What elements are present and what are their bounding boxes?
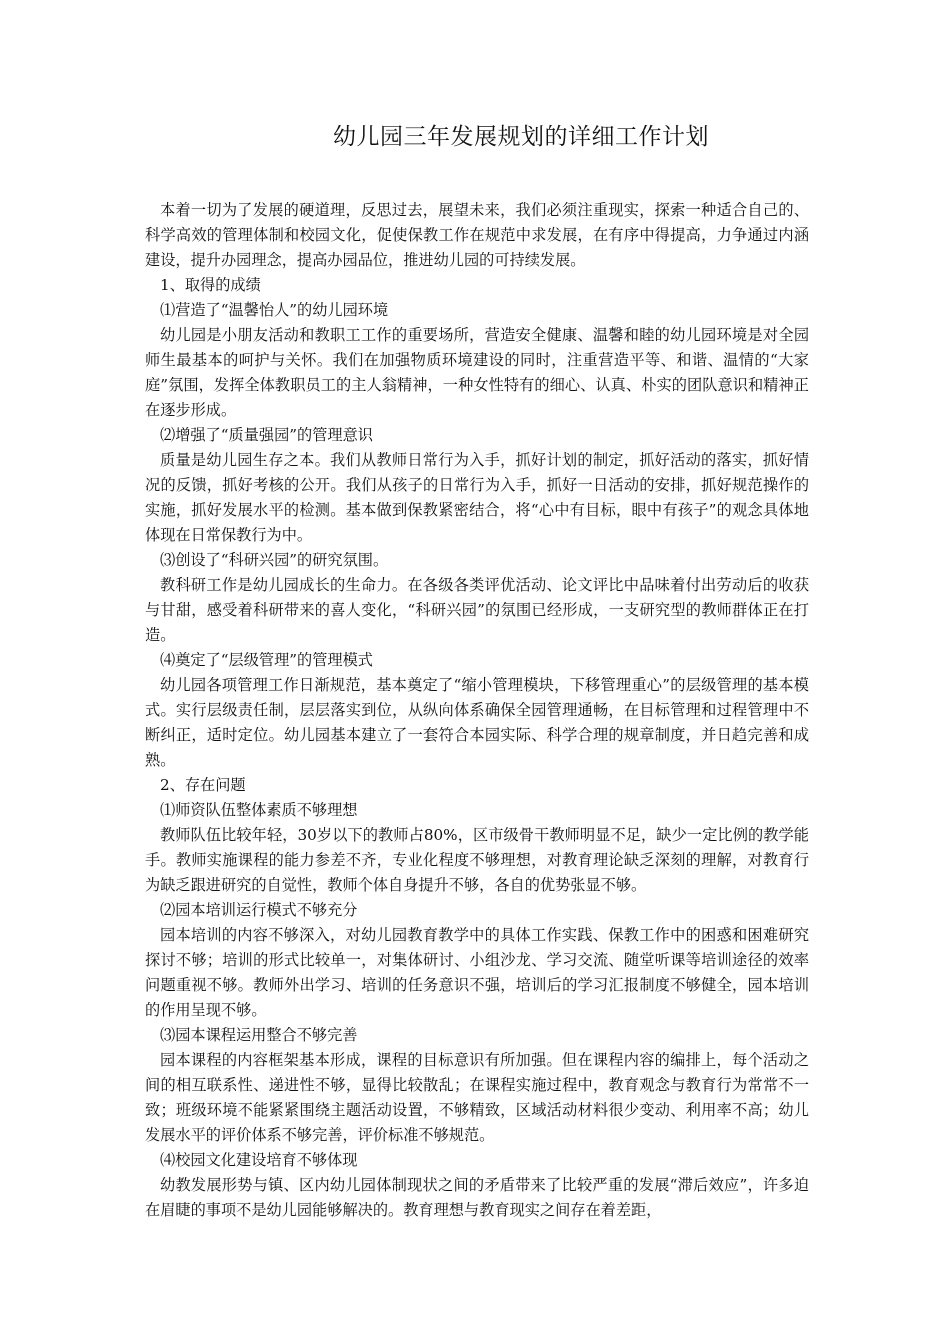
section-heading: ⑶创设了“科研兴园”的研究氛围。 — [160, 551, 389, 569]
section-heading: ⑵增强了“质量强园”的管理意识 — [160, 426, 373, 444]
paragraph: 幼教发展形势与镇、区内幼儿园体制现状之间的矛盾带来了比较严重的发展“滞后效应”，许多迫在眉睫的事项不是幼儿园能够解决的。教育理想与教育现实之间存在着差距， — [145, 1176, 809, 1219]
section-heading: 1、取得的成绩 — [160, 276, 261, 294]
paragraph: 本着一切为了发展的硬道理，反思过去，展望未来，我们必须注重现实，探索一种适合自己的、科学高效的管理体制和校园文化，促使保教工作在规范中求发展，在有序中得提高，力争通过内涵建设，提升办园理念，提高办园品位，推进幼儿园的可持续发展。 — [145, 201, 809, 269]
document-title: 幼儿园三年发展规划的详细工作计划 — [333, 124, 709, 150]
section-heading: ⑵园本培训运行模式不够充分 — [160, 901, 358, 919]
paragraph: 幼儿园各项管理工作日渐规范，基本奠定了“缩小管理模块，下移管理重心”的层级管理的基本模式。实行层级责任制，层层落实到位，从纵向体系确保全园管理通畅，在目标管理和过程管理中不断纠正，适时定位。幼儿园基本建立了一套符合本园实际、科学合理的规章制度，并日趋完善和成熟。 — [145, 676, 809, 769]
section-heading: ⑷奠定了“层级管理”的管理模式 — [160, 651, 373, 669]
paragraph: 园本培训的内容不够深入，对幼儿园教育教学中的具体工作实践、保教工作中的困惑和困难研究探讨不够；培训的形式比较单一，对集体研讨、小组沙龙、学习交流、随堂听课等培训途径的效率问题重视不够。教师外出学习、培训的任务意识不强，培训后的学习汇报制度不够健全，园本培训的作用呈现不够。 — [145, 926, 809, 1019]
paragraph: 幼儿园是小朋友活动和教职工工作的重要场所，营造安全健康、温馨和睦的幼儿园环境是对全园师生最基本的呵护与关怀。我们在加强物质环境建设的同时，注重营造平等、和谐、温情的“大家庭”氛围，发挥全体教职员工的主人翁精神，一种女性特有的细心、认真、朴实的团队意识和精神正在逐步形成。 — [145, 326, 809, 419]
paragraph: 质量是幼儿园生存之本。我们从教师日常行为入手，抓好计划的制定，抓好活动的落实，抓好情况的反馈，抓好考核的公开。我们从孩子的日常行为入手，抓好一日活动的安排，抓好规范操作的实施，抓好发展水平的检测。基本做到保教紧密结合，将“心中有目标，眼中有孩子”的观念具体地体现在日常保教行为中。 — [145, 451, 809, 544]
section-heading: ⑴师资队伍整体素质不够理想 — [160, 801, 358, 819]
paragraph: 教科研工作是幼儿园成长的生命力。在各级各类评优活动、论文评比中品味着付出劳动后的收获与甘甜，感受着科研带来的喜人变化，“科研兴园”的氛围已经形成，一支研究型的教师群体正在打造。 — [145, 576, 809, 644]
document-body — [145, 198, 809, 1223]
paragraph: 教师队伍比较年轻，30岁以下的教师占80%，区市级骨干教师明显不足，缺少一定比例的教学能手。教师实施课程的能力参差不齐，专业化程度不够理想，对教育理论缺乏深刻的理解，对教育行为缺乏跟进研究的自觉性，教师个体自身提升不够，各自的优势张显不够。 — [145, 826, 809, 894]
section-heading: 2、存在问题 — [160, 776, 246, 794]
section-heading: ⑶园本课程运用整合不够完善 — [160, 1026, 358, 1044]
section-heading: ⑷校园文化建设培育不够体现 — [160, 1151, 358, 1169]
paragraph: 园本课程的内容框架基本形成，课程的目标意识有所加强。但在课程内容的编排上，每个活动之间的相互联系性、递进性不够，显得比较散乱；在课程实施过程中，教育观念与教育行为常常不一致；班级环境不能紧紧围绕主题活动设置，不够精致，区域活动材料很少变动、利用率不高；幼儿发展水平的评价体系不够完善，评价标准不够规范。 — [145, 1051, 809, 1144]
section-heading: ⑴营造了“温馨怡人”的幼儿园环境 — [160, 301, 389, 319]
